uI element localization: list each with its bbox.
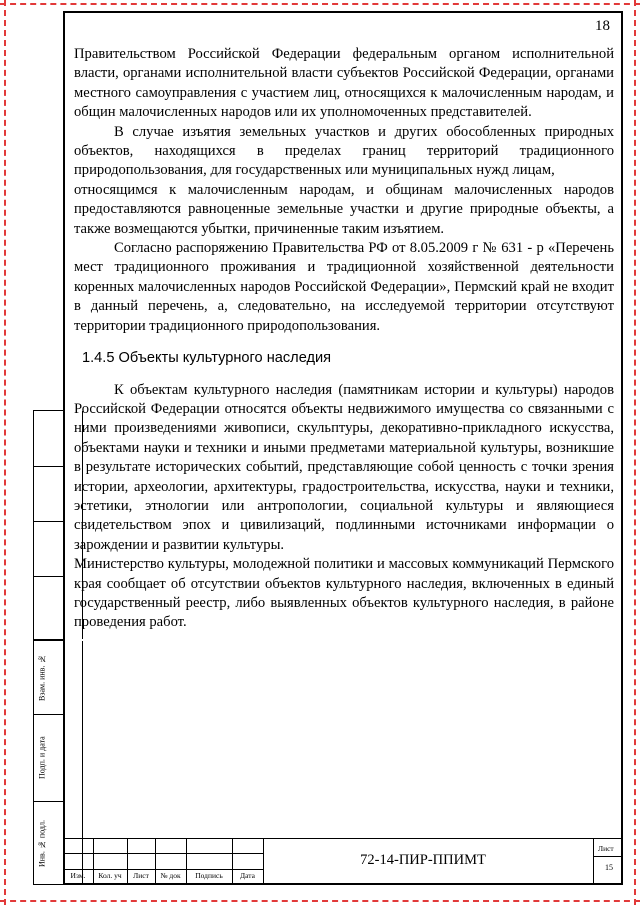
paragraph: Согласно распоряжению Правительства РФ от 8.05.2009 г № 631 - р «Перечень мест традиционного проживания и традиционной хозяйственной деятельности коренных малочисленных народов Российской Федерации», Пермский край не входит в данный перечень, а, следовательно, на исследуемой территории отсутствуют территории традиционного природопользования. xyxy=(74,240,614,334)
page-number: 18 xyxy=(595,18,610,34)
paragraph: Министерство культуры, молодежной политики и массовых коммуникаций Пермского края сообщает об отсутствии объектов культурного наследия, включенных в единый государственный реестр, либо выявленных объектов культурного наследия, в районе проведения работ. xyxy=(74,556,614,631)
paragraph: В случае изъятия земельных участков и других обособленных природных объектов, находящихся в пределах границ территорий традиционного природопользования, для государственных или муниципальных нужд лицам, xyxy=(74,123,614,179)
paragraph: относящимся к малочисленным народам, и общинам малочисленных народов предоставляются равноценные земельные участки и другие природные объекты, а также возмещаются убытки, причиненные таким изъятием. xyxy=(74,181,614,237)
left-stamp-upper xyxy=(33,410,63,640)
paragraphs-before xyxy=(74,45,614,336)
column-label-sheet: Лист xyxy=(133,871,149,880)
cut-line-bottom xyxy=(0,900,640,902)
column-label-signature: Подпись xyxy=(195,871,223,880)
column-label-doc-number: № док xyxy=(160,871,181,880)
cut-line-right xyxy=(634,0,636,905)
left-stamp-lower xyxy=(33,640,63,885)
document-body xyxy=(74,45,614,633)
cut-line-left xyxy=(4,0,6,905)
section-heading: 1.4.5 Объекты культурного наследия xyxy=(82,350,332,367)
title-block xyxy=(63,838,623,885)
paragraph: К объектам культурного наследия (памятникам истории и культуры) народов Российской Федерации относятся объекты недвижимого имущества со связанными с ними произведениями живописи, скульптуры, декоративно-прикладного искусства, объектами науки и техники и иными предметами материальной культуры, возникшие в результате исторических событий, представляющие собой ценность с точки зрения истории, археологии, архитектуры, градостроительства, искусства, науки и техники, эстетики, этнологии или антропологии, социальной культуры и являющиеся свидетельством эпох и цивилизаций, подлинными источниками информации о зарождении и развитии культуры. xyxy=(74,381,614,553)
sheet-number: 15 xyxy=(605,863,613,872)
cut-line-top xyxy=(0,3,640,5)
stamp-label-original-inv: Инв. № подл. xyxy=(37,820,47,867)
column-label-date: Дата xyxy=(240,871,255,880)
document-code: 72-14-ПИР-ППИМТ xyxy=(360,852,486,868)
paragraph: Правительством Российской Федерации федеральным органом исполнительной власти, органами исполнительной власти субъектов Российской Федерации, органами местного самоуправления с участием лиц, относящихся к малочисленным народам, и общин малочисленных народов или их уполномоченных представителей. xyxy=(74,46,614,121)
stamp-label-sign-date: Подп. и дата xyxy=(37,736,47,779)
paragraphs-after xyxy=(74,381,614,633)
sheet-label: Лист xyxy=(598,844,614,853)
column-label-count: Кол. уч xyxy=(98,871,122,880)
column-label-change: Изм. xyxy=(70,871,86,880)
stamp-label-replacement-inv: Взам. инв. № xyxy=(37,654,47,701)
